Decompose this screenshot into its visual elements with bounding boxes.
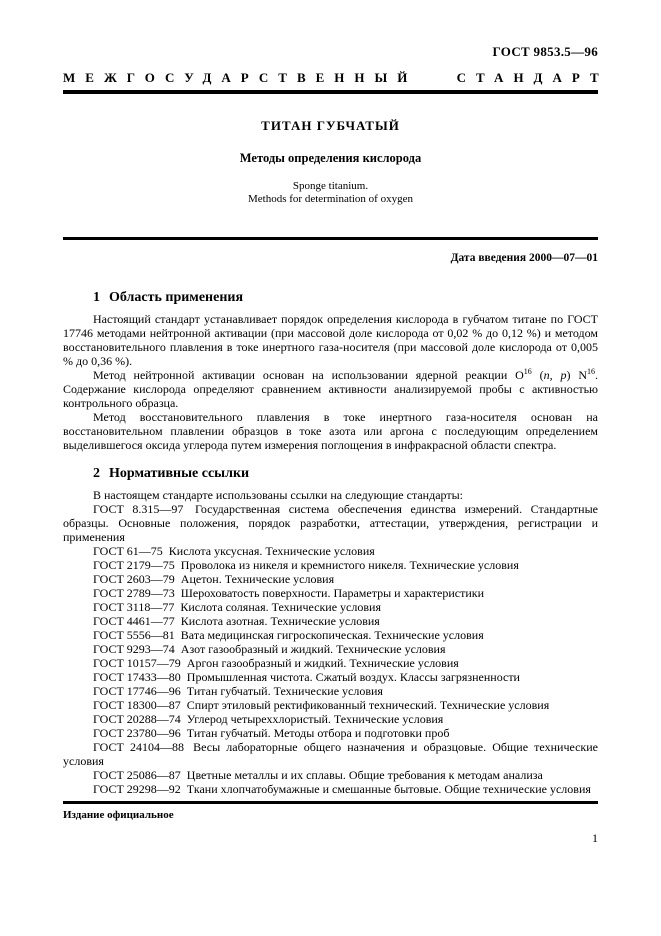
reference-item (63, 712, 598, 726)
reference-code: ГОСТ 20288—74 (93, 712, 181, 726)
reference-title: Ацетон. Технические условия (180, 572, 335, 586)
section-1-number: 1 (93, 290, 100, 305)
reference-code: ГОСТ 29298—92 (93, 782, 181, 796)
reference-item (63, 782, 598, 796)
effective-date: Дата введения 2000—07—01 (450, 252, 598, 264)
section-1-heading (93, 290, 598, 306)
header-rule (63, 90, 598, 94)
p2-text-a: Метод нейтронной активации основан на использовании ядерной реакции O (93, 368, 524, 382)
p2-text-c: ) N (566, 368, 588, 382)
english-title-line2: Methods for determination of oxygen (248, 193, 413, 205)
reference-item (63, 600, 598, 614)
reference-code: ГОСТ 18300—87 (93, 698, 181, 712)
section-1-paragraph-2 (63, 368, 598, 410)
reference-item (63, 698, 598, 712)
reference-title: Государственная система обеспечения единства измерений. Стандартные образцы. Основные положения, порядок разработки, аттестации, утверждения, регистрации и применения (63, 502, 598, 544)
reference-title: Промышленная чистота. Сжатый воздух. Классы загрязненности (186, 670, 520, 684)
section-1-paragraph-3: Метод восстановительного плавления в токе инертного газа-носителя основан на восстановительном плавлении образцов в токе азота или аргона с последующим определением выделившегося оксида углерода путем измерения поглощения в инфракрасной области спектра. (63, 410, 598, 452)
p2-superscript-1: 16 (523, 367, 532, 376)
reference-title: Проволока из никеля и кремнистого никеля. Технические условия (180, 558, 519, 572)
reference-item (63, 572, 598, 586)
reference-code: ГОСТ 5556—81 (93, 628, 175, 642)
reference-code: ГОСТ 17746—96 (93, 684, 181, 698)
reference-code: ГОСТ 24104—88 (93, 740, 184, 754)
official-edition-label: Издание официальное (63, 809, 174, 821)
page-footer (63, 801, 598, 846)
reference-item (63, 726, 598, 740)
reference-item (63, 628, 598, 642)
reference-title: Вата медицинская гигроскопическая. Технические условия (180, 628, 484, 642)
section-1-paragraph-1: Настоящий стандарт устанавливает порядок определения кислорода в губчатом титане по ГОСТ 17746 методами нейтронной активации (при массовой доле кислорода от 0,02 % до 0,12 %) и методом восстановительного плавления в токе инертного газа-носителя (при массовой доле кислорода от 0,005 % до 0,36 %). (63, 312, 598, 368)
reference-item (63, 740, 598, 768)
p2-superscript-2: 16 (587, 367, 596, 376)
reference-title: Кислота уксусная. Технические условия (168, 544, 375, 558)
section-2-intro: В настоящем стандарте использованы ссылки на следующие стандарты: (93, 488, 464, 502)
reference-title: Ткани хлопчатобумажные и смешанные бытовые. Общие технические условия (186, 782, 591, 796)
reference-item (63, 558, 598, 572)
reference-code: ГОСТ 17433—80 (93, 670, 181, 684)
reference-title: Азот газообразный и жидкий. Технические условия (180, 642, 446, 656)
reference-item (63, 768, 598, 782)
reference-code: ГОСТ 8.315—97 (93, 502, 184, 516)
reference-code: ГОСТ 9293—74 (93, 642, 175, 656)
reference-code: ГОСТ 2179—75 (93, 558, 175, 572)
section-2-heading (93, 466, 598, 482)
reference-item (63, 642, 598, 656)
reference-item (63, 684, 598, 698)
p2-text-b: ( (531, 368, 544, 382)
document-title-english (63, 180, 598, 206)
reference-item (63, 670, 598, 684)
reference-item (63, 614, 598, 628)
document-subtitle: Методы определения кислорода (239, 151, 422, 165)
reference-item (63, 656, 598, 670)
p2-italic-np: n, p (543, 368, 567, 382)
section-2-title: Нормативные ссылки (109, 466, 250, 481)
page-number: 1 (592, 831, 598, 845)
reference-code: ГОСТ 3118—77 (93, 600, 175, 614)
reference-code: ГОСТ 2603—79 (93, 572, 175, 586)
english-title-line1: Sponge titanium. (292, 180, 369, 192)
document-title: ТИТАН ГУБЧАТЫЙ (261, 118, 400, 133)
reference-code: ГОСТ 2789—73 (93, 586, 175, 600)
reference-title: Кислота азотная. Технические условия (180, 614, 380, 628)
standard-code: ГОСТ 9853.5—96 (492, 44, 598, 59)
reference-title: Весы лабораторные общего назначения и образцовые. Общие технические условия (63, 740, 599, 768)
reference-item (63, 502, 598, 544)
reference-title: Титан губчатый. Методы отбора и подготовки проб (186, 726, 450, 740)
reference-item (63, 586, 598, 600)
reference-code: ГОСТ 23780—96 (93, 726, 181, 740)
reference-title: Шероховатость поверхности. Параметры и характеристики (180, 586, 484, 600)
p2-text-d: . Содержание кислорода определяют сравнением активности анализируемой пробы с активностью контрольного образца. (63, 368, 599, 410)
reference-title: Углерод четыреххлористый. Технические условия (186, 712, 444, 726)
reference-code: ГОСТ 4461—77 (93, 614, 175, 628)
reference-title: Кислота соляная. Технические условия (180, 600, 381, 614)
reference-code: ГОСТ 61—75 (93, 544, 163, 558)
reference-code: ГОСТ 25086—87 (93, 768, 181, 782)
reference-title: Аргон газообразный и жидкий. Технические условия (186, 656, 459, 670)
footer-rule (63, 801, 598, 804)
reference-title: Спирт этиловый ректификованный технический. Технические условия (186, 698, 550, 712)
page-content (63, 0, 609, 796)
interstate-standard-banner: МЕЖГОСУДАРСТВЕННЫЙ СТАНДАРТ (63, 70, 609, 85)
reference-title: Цветные металлы и их сплавы. Общие требования к методам анализа (186, 768, 543, 782)
section-1-title: Область применения (109, 290, 244, 305)
reference-title: Титан губчатый. Технические условия (186, 684, 383, 698)
reference-item (63, 544, 598, 558)
section-2-number: 2 (93, 466, 100, 481)
title-separator-rule (63, 237, 598, 240)
reference-code: ГОСТ 10157—79 (93, 656, 181, 670)
